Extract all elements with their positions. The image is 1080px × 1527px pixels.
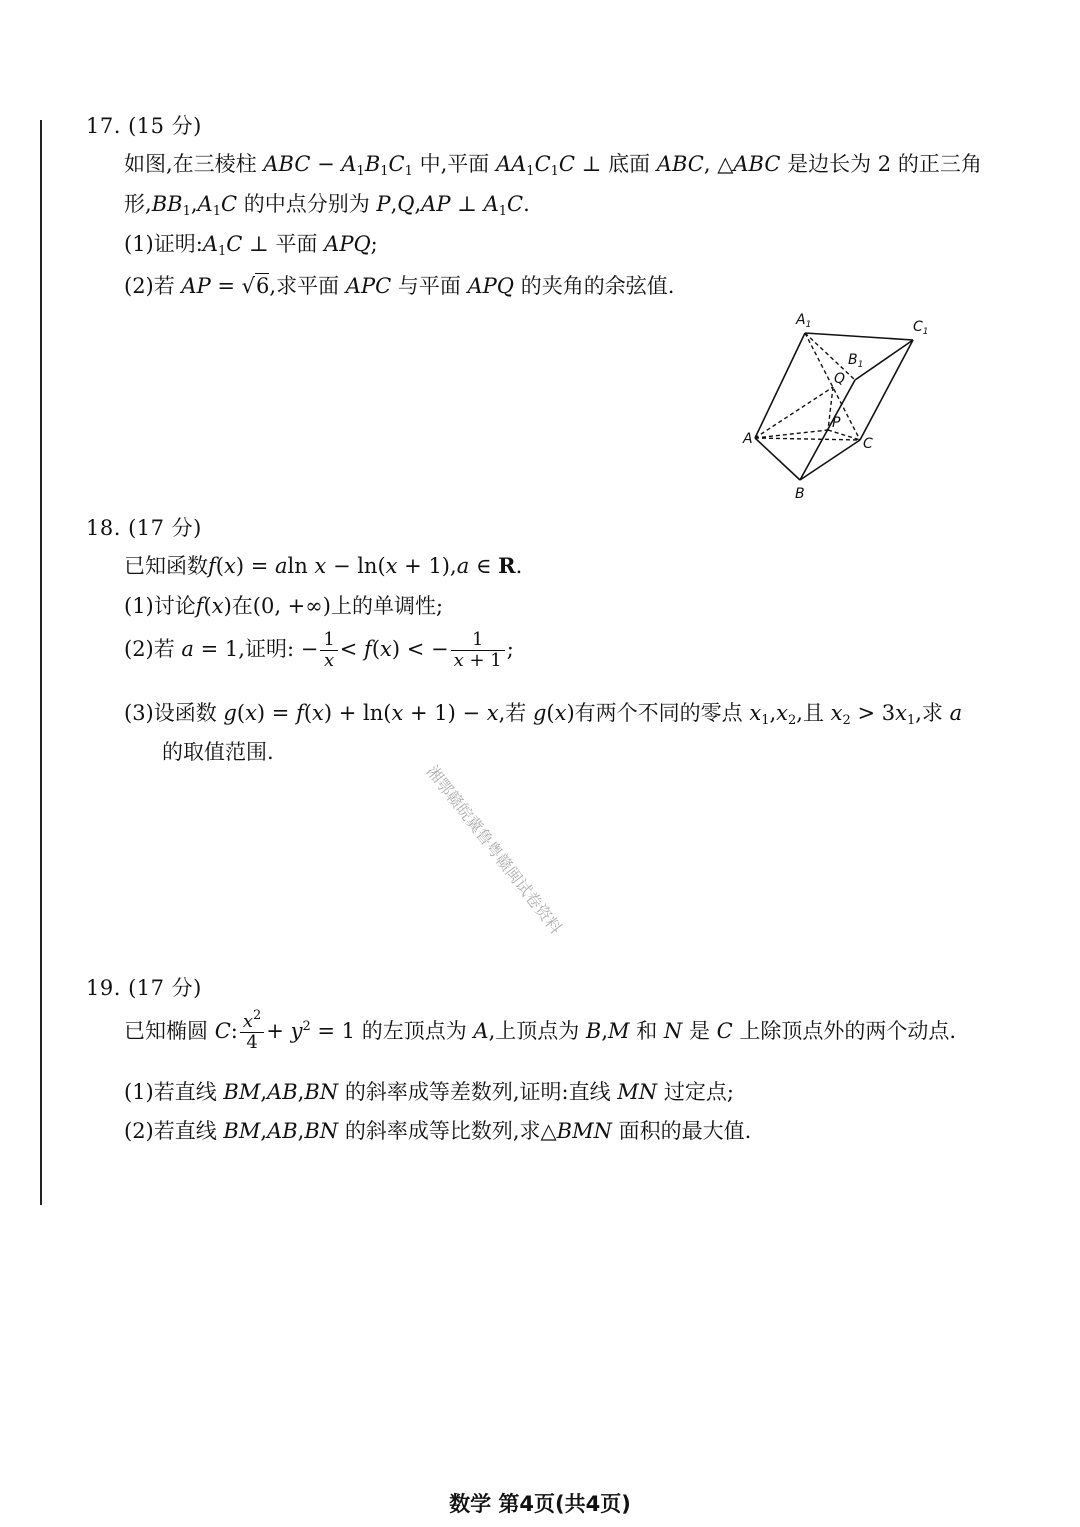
q18-part2: (2)若 a = 1,证明: − $\frac{1}{x}$ < f(x) < − $\frac{1}{x + 1}$ ;: [124, 629, 514, 671]
q18-heading: 18. (17 分): [86, 516, 202, 540]
prism-figure: [730, 305, 950, 505]
label-c1: $C_1$: [913, 319, 929, 337]
q18-line1: 已知函数f(x) = aln x − ln(x + 1),a ∈ R.: [124, 553, 523, 578]
q17-line1: 如图,在三棱柱 ABC − $A_1B_1C_1$ 中,平面 $AA_1C_1C$ ⊥ 底面 ABC, △ABC 是边长为 2 的正三角: [124, 152, 982, 179]
q18-part3: (3)设函数 g(x) = f(x) + ln(x + 1) − x,若 g(x)有两个不同的零点 $x_1,x_2$,且 $x_2 > 3x_1$,求 a: [124, 701, 963, 728]
label-a: A: [743, 431, 753, 447]
label-b: B: [795, 486, 805, 502]
q17-part2: (2)若 AP = √6,求平面 APC 与平面 APQ 的夹角的余弦值.: [124, 274, 675, 298]
q18-part3-cont: 的取值范围.: [162, 740, 274, 764]
q17-heading: 17. (15 分): [86, 114, 202, 138]
q17-line2: 形$,BB_1,A_1C$ 的中点分别为 P,Q,AP ⊥ $A_1C$.: [124, 192, 530, 219]
q19-line1: 已知椭圆 C: $\frac{x^2}{4}$ + $y^2 = 1$ 的左顶点为 A,上顶点为 B,M 和 N 是 C 上除顶点外的两个动点.: [124, 1008, 957, 1053]
label-c: C: [863, 436, 873, 452]
label-a1: $A_1$: [796, 312, 812, 330]
q18-part1: (1)讨论f(x)在(0, +∞)上的单调性;: [124, 594, 444, 618]
left-margin-bar: [40, 120, 42, 1205]
label-q: Q: [834, 371, 846, 387]
watermark-text: 湘鄂赣皖冀鲁粤赣闽试卷资料: [422, 761, 566, 938]
q19-part1: (1)若直线 BM,AB,BN 的斜率成等差数列,证明:直线 MN 过定点;: [124, 1080, 734, 1104]
q19-part2: (2)若直线 BM,AB,BN 的斜率成等比数列,求△BMN 面积的最大值.: [124, 1119, 752, 1143]
q19-heading: 19. (17 分): [86, 976, 202, 1000]
label-b1: $B_1$: [848, 352, 864, 370]
q17-part1: (1)证明$:A_1C$ ⊥ 平面 APQ;: [124, 232, 378, 259]
page-footer: 数学 第4页(共4页): [449, 1492, 631, 1516]
label-p: P: [832, 415, 841, 431]
